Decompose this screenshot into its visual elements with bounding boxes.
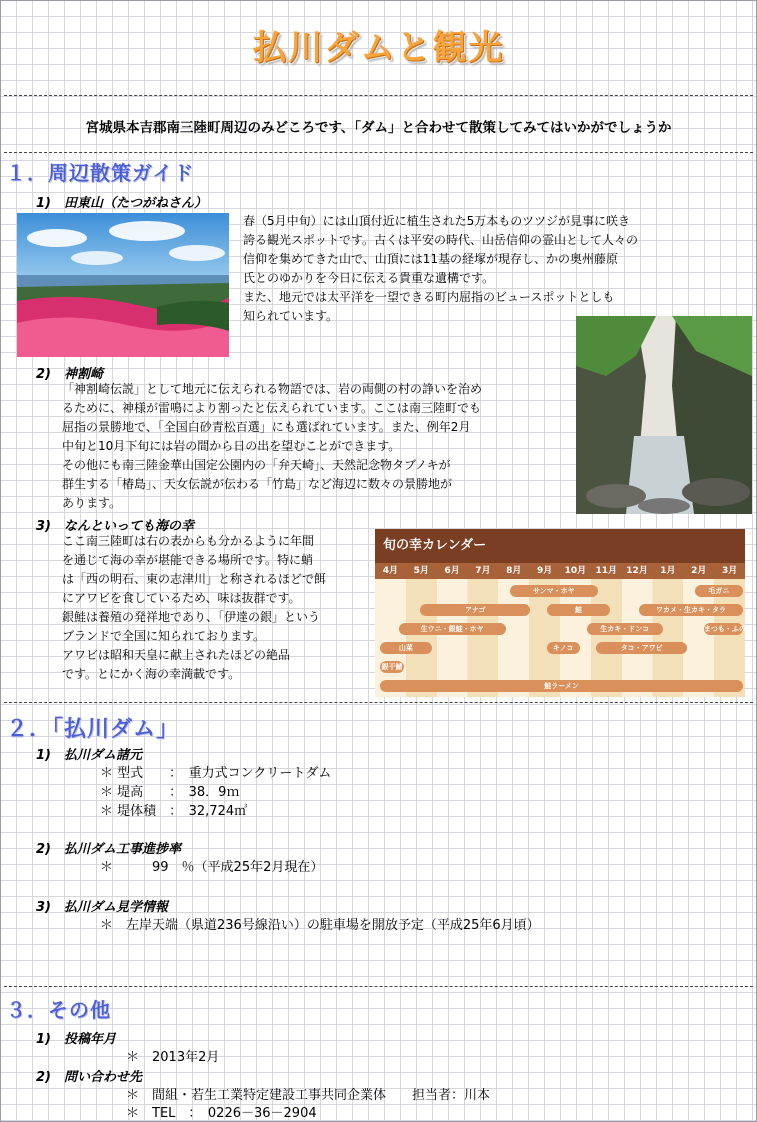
calendar-month-label: 6月 — [444, 566, 460, 576]
text-line: 「神割崎伝説」として地元に伝えられる物語では、岩の両側の村の諍いを治め — [62, 382, 483, 396]
calendar-month-label: 11月 — [595, 566, 617, 576]
calendar-month-label: 10月 — [564, 566, 587, 576]
contact-company: ＊ 間組・若生工業特定建設工事共同企業体 担当者：川本 — [126, 1088, 491, 1103]
calendar-month-label: 8月 — [506, 566, 522, 576]
subheading-posted-date: 1) 投稿年月 — [36, 1032, 116, 1047]
text-line: あります。 — [62, 496, 122, 510]
calendar-month-label: 4月 — [382, 566, 399, 576]
calendar-season-bar: サンマ・ホヤ — [510, 585, 599, 597]
divider — [4, 95, 753, 96]
tatsugane-description — [243, 212, 703, 326]
calendar-season-bar: 毛ガニ — [695, 585, 743, 597]
seafood-calendar — [375, 529, 753, 697]
text-line: 屈指の景勝地で、「全国白砂青松百選」にも選ばれています。また、例年2月 — [62, 420, 471, 434]
subheading-seafood: 3) なんといっても海の幸 — [36, 519, 194, 534]
text-line: は「西の明石、東の志津川」と称されるほどで餌 — [62, 572, 327, 586]
calendar-month-label: 3月 — [721, 566, 738, 576]
text-line: 信仰を集めてきた山で、山頂には11基の経塚が現存し、かの奥州藤原 — [243, 252, 619, 266]
text-line: 中旬と10月下旬には岩の間から日の出を望むことができます。 — [62, 439, 401, 453]
calendar-season-bar: アナゴ — [420, 604, 530, 616]
subheading-progress: 2) 払川ダム工事進捗率 — [36, 842, 181, 857]
kamiwarizaki-description — [62, 380, 562, 513]
divider — [4, 986, 753, 987]
text-line: 知られています。 — [243, 309, 339, 323]
seafood-description — [62, 532, 372, 684]
calendar-season-bar: まつも・ふのり — [703, 625, 753, 633]
calendar-month-label: 5月 — [413, 566, 429, 576]
progress-value: ＊ 99 ％（平成25年2月現在） — [100, 860, 324, 875]
page-title: 払川ダムと観光 — [252, 28, 505, 68]
text-line: 誇る観光スポットです。古くは平安の時代、山岳信仰の霊山として人々の — [243, 233, 639, 247]
text-line: です。とにかく海の幸満載です。 — [62, 667, 241, 681]
kamiwarizaki-rock-photo — [576, 316, 752, 514]
calendar-season-bar: 生ウニ・銀鮭・ホヤ — [399, 623, 506, 635]
divider — [4, 152, 753, 153]
subheading-kamiwarizaki: 2) 神割崎 — [36, 367, 103, 382]
dam-spec-type: ＊ 型式 ： 重力式コンクリートダム — [100, 766, 332, 781]
text-line: その他にも南三陸金華山国定公園内の「弁天崎」、天然記念物タブノキが — [62, 458, 451, 472]
calendar-season-bar: 銀干鯖 — [381, 663, 403, 671]
calendar-season-bar: 鮭 — [547, 604, 611, 616]
subheading-tatsugane: 1) 田東山（たつがねさん） — [36, 196, 207, 211]
divider — [4, 702, 753, 703]
text-line: 銀鮭は養殖の発祥地であり、「伊達の銀」という — [62, 610, 321, 624]
tour-info-text: ＊ 左岸天端（県道236号線沿い）の駐車場を開放予定（平成25年6月頃） — [100, 918, 540, 933]
text-line: を通じて海の幸が堪能できる場所です。特に蛸 — [62, 553, 314, 567]
calendar-month-label: 9月 — [536, 566, 553, 576]
contact-phone: ＊ TEL ： 0226－36－2904 — [126, 1106, 317, 1121]
calendar-month-label: 7月 — [475, 566, 491, 576]
calendar-month-label: 1月 — [660, 566, 676, 576]
calendar-season-bar: 生カキ・ドンコ — [587, 623, 663, 635]
subheading-contact: 2) 問い合わせ先 — [36, 1070, 142, 1085]
calendar-month-label: 12月 — [626, 566, 648, 576]
text-line: 氏とのゆかりを今日に伝える貴重な遺構です。 — [243, 271, 495, 285]
calendar-month-label: 2月 — [691, 566, 707, 576]
dam-spec-volume: ＊ 堤体積 ： 32,724㎥ — [100, 804, 248, 819]
section-heading-other: ３．その他 — [6, 998, 111, 1022]
section-heading-dam: ２．「払川ダム」 — [6, 717, 180, 742]
calendar-season-bar: タコ・アワビ — [596, 642, 688, 654]
calendar-title: 旬の幸カレンダー — [375, 529, 745, 563]
text-line: 春（5月中旬）には山頂付近に植生された5万本ものツツジが見事に咲き — [243, 214, 631, 228]
dam-spec-height: ＊ 堤高 ： 38．9ｍ — [100, 785, 240, 800]
intro-text: 宮城県本吉郡南三陸町周辺のみどころです、「ダム」と合わせて散策してみてはいかがでしょうか — [85, 120, 672, 136]
calendar-season-bar: ワカメ・生カキ・タラ — [639, 604, 743, 616]
subheading-tour-info: 3) 払川ダム見学情報 — [36, 900, 168, 915]
text-line: るために、神様が雷鳴により割ったと伝えられています。ここは南三陸町でも — [62, 401, 482, 415]
text-line: にアワビを食しているため、味は抜群です。 — [62, 591, 301, 605]
text-line: ここ南三陸町は右の表からも分かるように年間 — [62, 534, 315, 548]
text-line: ブランドで全国に知られております。 — [62, 629, 266, 643]
subheading-dam-specs: 1) 払川ダム諸元 — [36, 748, 142, 763]
text-line: アワビは昭和天皇に献上されたほどの絶品 — [62, 648, 291, 662]
posted-date-value: ＊ 2013年2月 — [126, 1050, 220, 1065]
tatsugane-azalea-photo — [17, 213, 229, 357]
calendar-season-bar: 鮭ラーメン — [380, 680, 743, 692]
text-line: 群生する「椿島」、天女伝説が伝わる「竹島」など海辺に数々の景勝地が — [62, 477, 453, 491]
section-heading-guide: １．周辺散策ガイド — [6, 161, 195, 185]
calendar-season-bar: 山菜 — [380, 642, 432, 654]
text-line: また、地元では太平洋を一望できる町内屈指のビュースポットとしも — [243, 290, 615, 304]
calendar-season-bar: キノコ — [547, 642, 580, 654]
